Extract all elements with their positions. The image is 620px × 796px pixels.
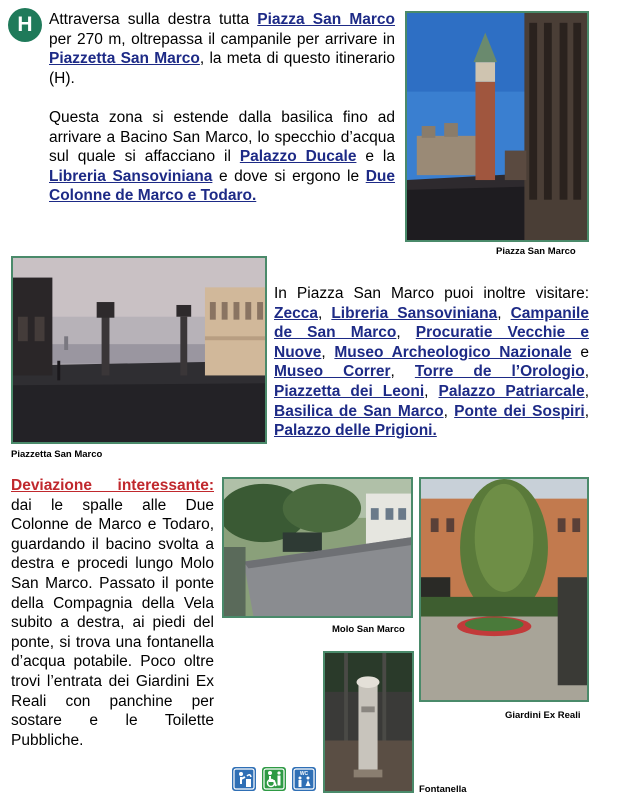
visit-list-block: In Piazza San Marco puoi inoltre visitare: Zecca, Libreria Sansoviniana, Campanile de San Marco, Procuratie Vecchie e Nuove, Museo Archeologico Nazionale e Museo Correr, Torre de l’Orologio, Piazzetta dei Leoni, Palazzo Patriarcale, Basilica de San Marco, Ponte dei Sospiri, Palazzo delle Prigioni.: [274, 285, 590, 440]
photo-piazza-san-marco: [405, 11, 589, 242]
photo-molo-san-marco: [222, 477, 413, 618]
link-libreria-sansoviniana-2[interactable]: Libreria Sansoviniana: [331, 304, 498, 322]
caption-piazza-san-marco: Piazza San Marco: [496, 246, 576, 257]
detour-description: dai le spalle alle Due Colonne de Marco e Todaro, guardando il bacino svolta a destra e procedi lungo Molo San Marco. Passato il ponte della Compagnia della Vela subito a destra, ai piedi del ponte, si trova una fontanella d’acqua potabile. Poco oltre trovi l’entrata dei Giardini Ex Reali con panchine per sostare e le Toilette Pubbliche.: [11, 496, 214, 749]
accessible-toilet-icon: [262, 767, 286, 791]
link-due-colonne[interactable]: Due Colonne de Marco e Todaro.: [49, 167, 395, 205]
caption-fontanella: Fontanella: [419, 784, 467, 795]
detour-text-block: [11, 476, 214, 750]
link-museo-archeologico[interactable]: Museo Archeologico Nazionale: [334, 343, 572, 361]
itinerary-marker-badge: H: [8, 8, 42, 42]
link-museo-correr[interactable]: Museo Correr: [274, 363, 391, 381]
link-campanile-san-marco[interactable]: Campanile de San Marco: [274, 304, 589, 342]
photo-piazzetta-san-marco: [11, 256, 267, 444]
caption-giardini-ex-reali: Giardini Ex Reali: [505, 710, 581, 721]
drinking-fountain-icon: [232, 767, 256, 791]
link-torre-orologio[interactable]: Torre de l’Orologio: [414, 363, 585, 381]
photo-giardini-ex-reali: [419, 477, 589, 702]
link-ponte-sospiri[interactable]: Ponte dei Sospiri: [454, 402, 585, 420]
link-libreria-sansoviniana[interactable]: Libreria Sansoviniana: [49, 167, 213, 185]
link-procuratie[interactable]: Procuratie Vecchie e Nuove: [274, 324, 590, 361]
wc-label: WC: [299, 771, 309, 777]
detour-title: Deviazione interessante:: [11, 477, 214, 494]
intro-text-block: [49, 10, 395, 206]
link-piazzetta-san-marco[interactable]: Piazzetta San Marco: [49, 50, 200, 68]
caption-molo-san-marco: Molo San Marco: [332, 624, 405, 635]
link-zecca[interactable]: Zecca: [274, 304, 318, 322]
link-piazza-san-marco[interactable]: Piazza San Marco: [257, 11, 396, 28]
intro-paragraph-1: Attraversa sulla destra tutta Piazza San Marco per 270 m, oltrepassa il campanile per arrivare in Piazzetta San Marco, la meta di questo itinerario (H).: [49, 11, 396, 87]
intro-paragraph-2: Questa zona si estende dalla basilica fino ad arrivare a Bacino San Marco, lo specchio d’acqua sul quale si affacciano il Palazzo Ducale e la Libreria Sansoviniana e dove si ergono le Due Colonne de Marco e Todaro.: [49, 108, 395, 205]
caption-piazzetta-san-marco: Piazzetta San Marco: [11, 449, 103, 460]
link-palazzo-ducale[interactable]: Palazzo Ducale: [239, 148, 357, 166]
link-palazzo-patriarcale[interactable]: Palazzo Patriarcale: [438, 382, 585, 400]
photo-fontanella: [323, 651, 414, 793]
wc-icon: [292, 767, 316, 791]
link-palazzo-prigioni[interactable]: Palazzo delle Prigioni.: [274, 422, 437, 440]
link-piazzetta-leoni[interactable]: Piazzetta dei Leoni: [274, 382, 425, 400]
link-basilica-san-marco[interactable]: Basilica de San Marco: [274, 402, 444, 420]
